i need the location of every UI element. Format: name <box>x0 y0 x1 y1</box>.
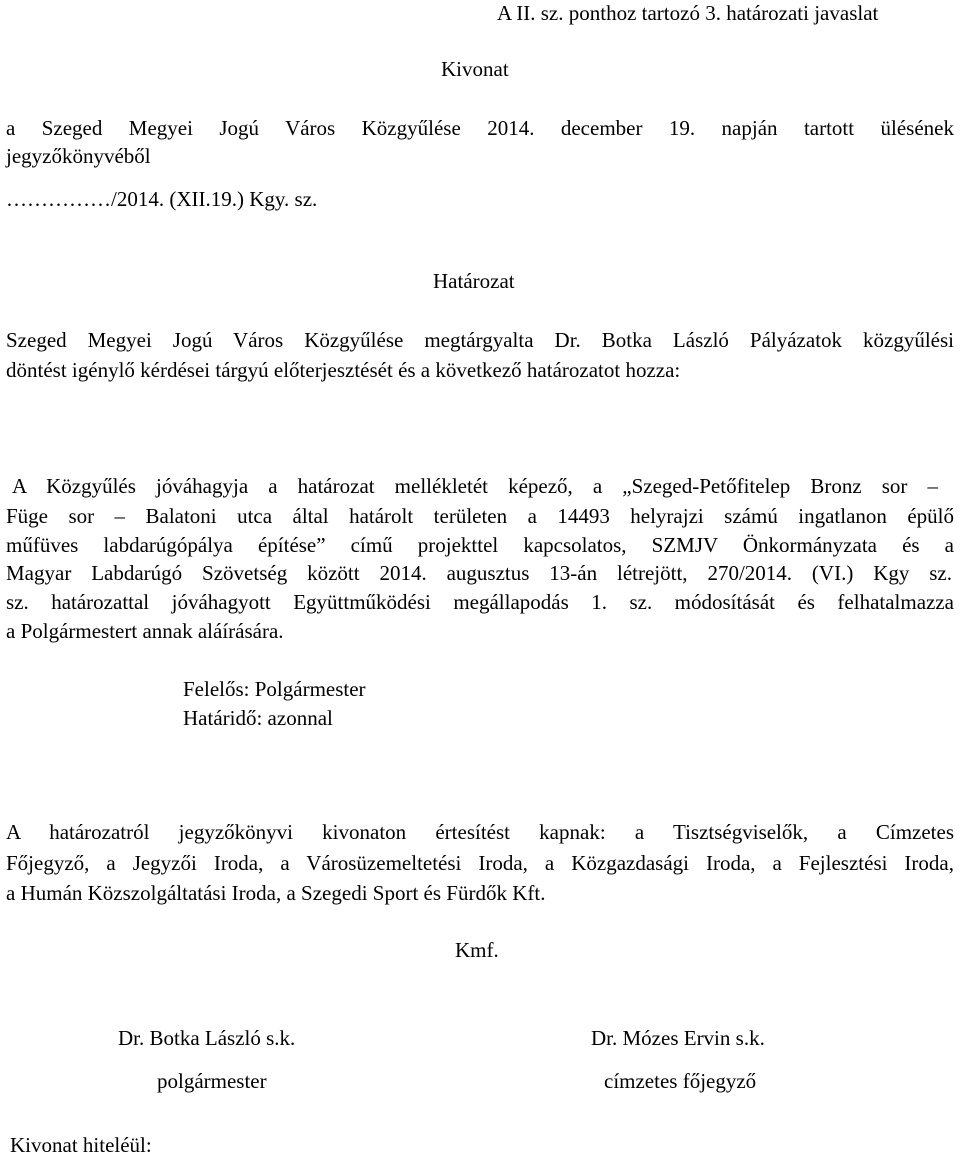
signatory-1-role: polgármester <box>157 1069 267 1093</box>
notification-line-3: a Humán Közszolgáltatási Iroda, a Szegedi Sport és Fürdők Kft. <box>6 881 546 905</box>
body-line-6: a Polgármestert annak aláírására. <box>6 619 284 643</box>
resolution-heading: Határozat <box>433 269 515 293</box>
kmf-mark: Kmf. <box>455 938 499 962</box>
intro-line-1: Szeged Megyei Jogú Város Közgyűlése megtárgyalta Dr. Botka László Pályázatok közgyűlési <box>6 328 954 352</box>
body-line-2: Füge sor – Balatoni utca által határolt területen a 14493 helyrajzi számú ingatlanon épülő <box>6 504 954 528</box>
source-line-2: jegyzőkönyvéből <box>6 144 151 168</box>
responsible-line: Felelős: Polgármester <box>183 677 366 701</box>
signatory-1-name: Dr. Botka László s.k. <box>118 1026 296 1050</box>
source-line-1: a Szeged Megyei Jogú Város Közgyűlése 2014. december 19. napján tartott ülésének <box>6 116 954 140</box>
body-line-1: A Közgyűlés jóváhagyja a határozat mellékletét képező, a „Szeged-Petőfitelep Bronz sor – <box>12 474 938 498</box>
notification-line-2: Főjegyző, a Jegyzői Iroda, a Városüzemeltetési Iroda, a Közgazdasági Iroda, a Fejlesztési Iroda, <box>6 851 954 875</box>
resolution-number: ……………/2014. (XII.19.) Kgy. sz. <box>6 187 318 211</box>
body-line-5: sz. határozattal jóváhagyott Együttműködési megállapodás 1. sz. módosítását és felhatalmazza <box>6 590 954 614</box>
notification-line-1: A határozatról jegyzőkönyvi kivonaton értesítést kapnak: a Tisztségviselők, a Címzetes <box>6 820 954 844</box>
body-line-4: Magyar Labdarúgó Szövetség között 2014. augusztus 13-án létrejött, 270/2014. (VI.) Kgy sz. <box>6 561 952 585</box>
intro-line-2: döntést igénylő kérdései tárgyú előterjesztését és a következő határozatot hozza: <box>6 358 681 382</box>
certification-label: Kivonat hiteléül: <box>10 1133 152 1157</box>
deadline-line: Határidő: azonnal <box>183 706 333 730</box>
signatory-2-role: címzetes főjegyző <box>604 1069 757 1093</box>
document-title: Kivonat <box>441 57 509 81</box>
body-line-3: műfüves labdarúgópálya építése” című projekttel kapcsolatos, SZMJV Önkormányzata és a <box>6 533 954 557</box>
signatory-2-name: Dr. Mózes Ervin s.k. <box>591 1026 765 1050</box>
annex-reference: A II. sz. ponthoz tartozó 3. határozati javaslat <box>497 1 879 25</box>
